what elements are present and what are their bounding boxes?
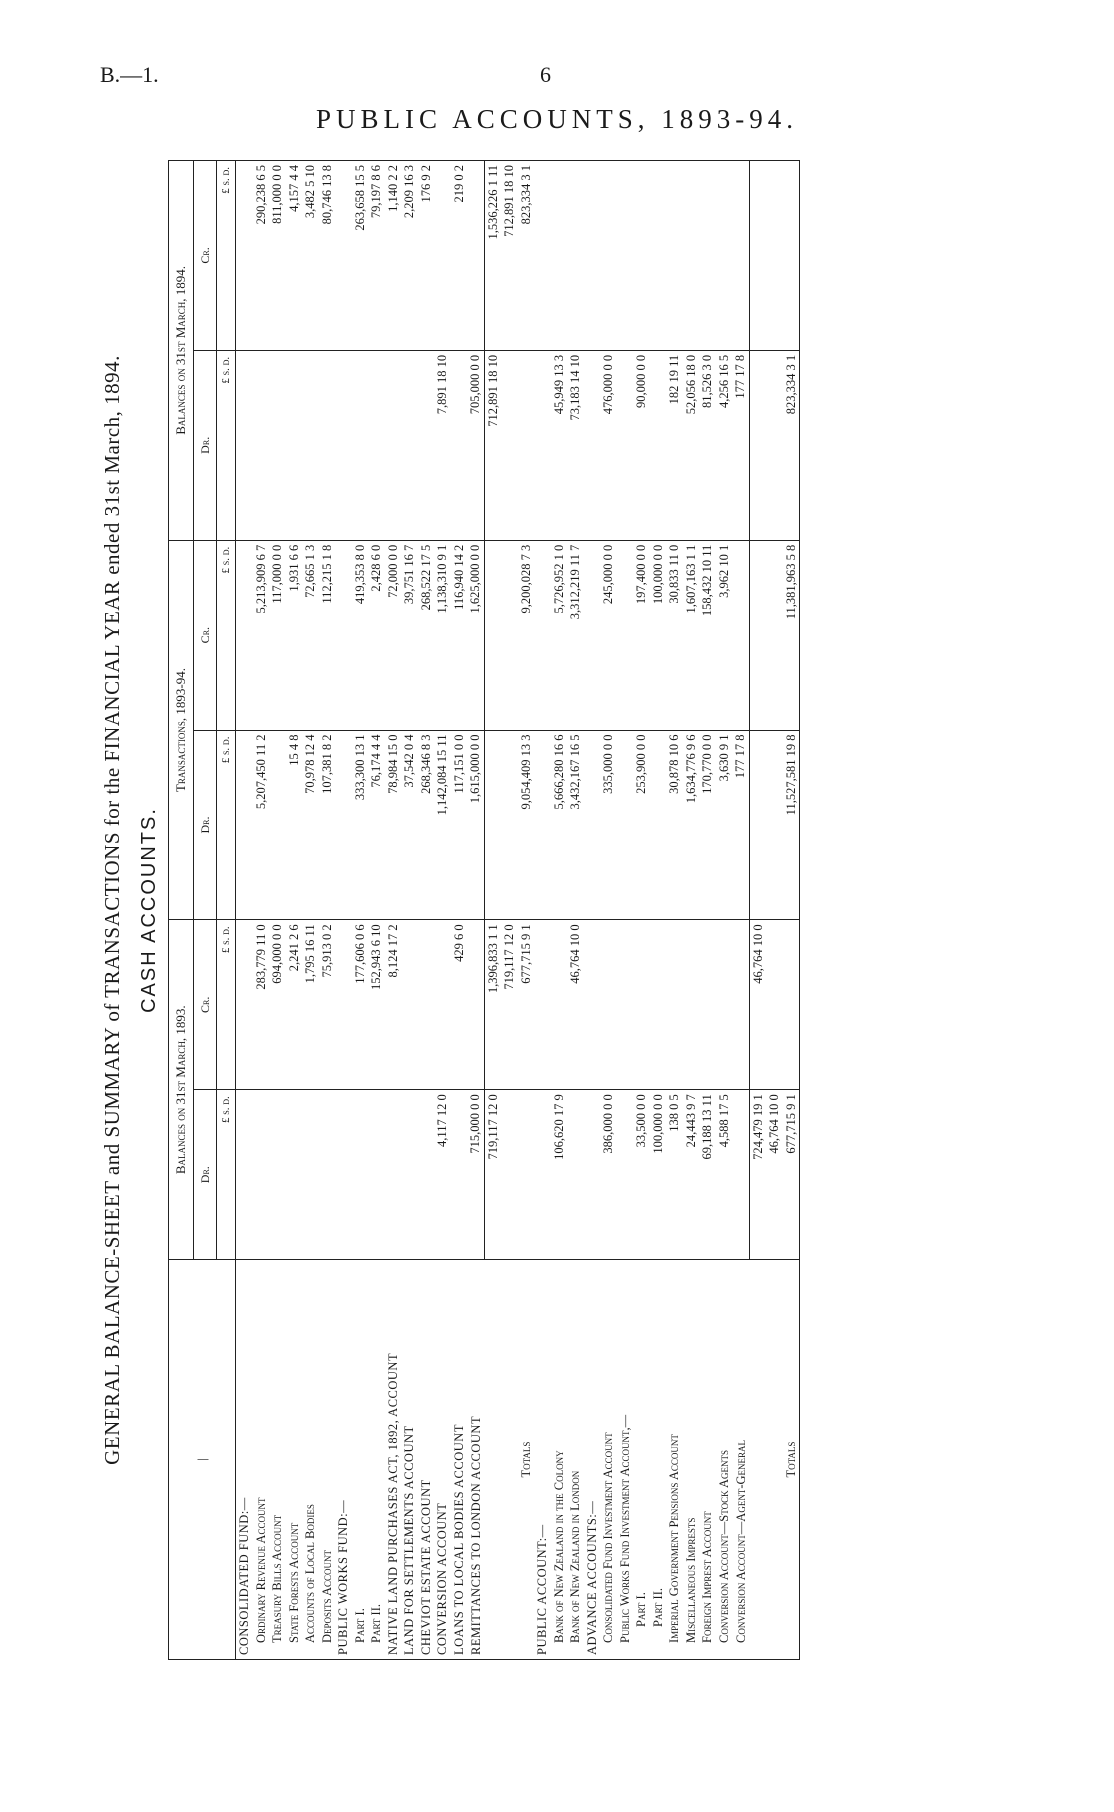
account-label: [501, 1260, 518, 1660]
amount-b93cr: 2,241 2 6: [286, 920, 303, 1090]
amount-b93dr: [584, 1090, 601, 1260]
account-label: Imperial Government Pensions Account: [666, 1260, 683, 1660]
amount-b93dr: 386,000 0 0: [600, 1090, 617, 1260]
amount-tdr: 335,000 0 0: [600, 730, 617, 920]
account-column-header: |: [169, 1260, 236, 1660]
amount-b93dr: 33,500 0 0: [633, 1090, 650, 1260]
amount-tcr: [732, 540, 749, 730]
amount-b93cr: [666, 920, 683, 1090]
amount-tcr: 72,000 0 0: [385, 540, 402, 730]
amount-b93dr: [253, 1090, 270, 1260]
amount-b94cr: [716, 161, 733, 351]
account-label: Part I.: [352, 1260, 369, 1660]
amount-tcr: 3,962 10 1: [716, 540, 733, 730]
amount-b93dr: [534, 1090, 551, 1260]
table-row: [683, 161, 700, 1660]
balance-sheet-title: GENERAL BALANCE-SHEET and SUMMARY of TRANSACTIONS for the FINANCIAL YEAR ended 31st March, 1894.: [100, 355, 124, 1465]
amount-tcr: [766, 540, 783, 730]
amount-tdr: 37,542 0 4: [401, 730, 418, 920]
amount-b94dr: 45,949 13 3: [551, 350, 568, 540]
amount-tcr: 30,833 11 0: [666, 540, 683, 730]
amount-tdr: [534, 730, 551, 920]
amount-b93dr: 24,443 9 7: [683, 1090, 700, 1260]
amount-b93cr: 719,117 12 0: [501, 920, 518, 1090]
amount-tdr: [617, 730, 634, 920]
account-label: Foreign Imprest Account: [699, 1260, 716, 1660]
amount-tcr: [617, 540, 634, 730]
amount-b94dr: [236, 350, 253, 540]
account-label: PUBLIC ACCOUNT:—: [534, 1260, 551, 1660]
amount-tdr: 5,207,450 11 2: [253, 730, 270, 920]
header-balances-1893: Balances on 31st March, 1893.: [169, 920, 194, 1260]
amount-b93cr: 46,764 10 0: [749, 920, 766, 1090]
amount-tcr: 158,432 10 11: [699, 540, 716, 730]
amount-b93cr: [617, 920, 634, 1090]
amount-b94dr: [451, 350, 468, 540]
amount-tdr: 170,770 0 0: [699, 730, 716, 920]
amount-b93dr: [352, 1090, 369, 1260]
account-label: REMITTANCES TO LONDON ACCOUNT: [467, 1260, 484, 1660]
table-row: [551, 161, 568, 1660]
lsd-header: £ s. d.: [217, 350, 236, 540]
table-row: [385, 161, 402, 1660]
amount-tdr: [749, 730, 766, 920]
account-label: Totals: [783, 1260, 800, 1660]
amount-tcr: 1,138,310 9 1: [434, 540, 451, 730]
amount-b94dr: 823,334 3 1: [783, 350, 800, 540]
account-label: PUBLIC WORKS FUND:—: [335, 1260, 352, 1660]
amount-tdr: 268,346 8 3: [418, 730, 435, 920]
amount-b94dr: [418, 350, 435, 540]
amount-b94dr: 705,000 0 0: [467, 350, 484, 540]
amount-b94cr: 219 0 2: [451, 161, 468, 351]
table-row: [534, 161, 551, 1660]
table-row: [600, 161, 617, 1660]
amount-b94dr: [352, 350, 369, 540]
amount-b94dr: [286, 350, 303, 540]
amount-b93cr: [766, 920, 783, 1090]
amount-tcr: 268,522 17 5: [418, 540, 435, 730]
amount-b93cr: [551, 920, 568, 1090]
amount-tdr: [484, 730, 501, 920]
lsd-header: £ s. d.: [217, 540, 236, 730]
amount-tdr: 78,984 15 0: [385, 730, 402, 920]
amount-b94dr: [319, 350, 336, 540]
amount-b94dr: [269, 350, 286, 540]
amount-b93cr: [732, 920, 749, 1090]
table-row: [567, 161, 584, 1660]
amount-b93dr: 4,117 12 0: [434, 1090, 451, 1260]
ledger-table: [168, 160, 800, 1660]
amount-tcr: [534, 540, 551, 730]
account-label: Miscellaneous Imprests: [683, 1260, 700, 1660]
amount-tdr: 11,527,581 19 8: [783, 730, 800, 920]
amount-tcr: 1,931 6 6: [286, 540, 303, 730]
account-label: [484, 1260, 501, 1660]
table-row: [666, 161, 683, 1660]
table-row: [732, 161, 749, 1660]
amount-b94cr: [600, 161, 617, 351]
amount-b94dr: 7,891 18 10: [434, 350, 451, 540]
amount-b93cr: [683, 920, 700, 1090]
amount-b93cr: 8,124 17 2: [385, 920, 402, 1090]
account-label: CHEVIOT ESTATE ACCOUNT: [418, 1260, 435, 1660]
amount-tdr: [650, 730, 667, 920]
amount-b94cr: 290,238 6 5: [253, 161, 270, 351]
amount-b93cr: 152,943 6 10: [368, 920, 385, 1090]
amount-tcr: 5,726,952 1 0: [551, 540, 568, 730]
table-row: [434, 161, 451, 1660]
rotated-ledger: [100, 160, 1060, 1660]
amount-tdr: 1,142,084 15 11: [434, 730, 451, 920]
amount-tcr: 11,381,963 5 8: [783, 540, 800, 730]
account-label: Part II.: [368, 1260, 385, 1660]
account-label: Part II.: [650, 1260, 667, 1660]
amount-tdr: 9,054,409 13 3: [518, 730, 535, 920]
amount-b93dr: 46,764 10 0: [766, 1090, 783, 1260]
amount-b93cr: [236, 920, 253, 1090]
account-label: Part I.: [633, 1260, 650, 1660]
amount-b93cr: 694,000 0 0: [269, 920, 286, 1090]
cr-header: Cr.: [194, 920, 217, 1090]
table-row: [650, 161, 667, 1660]
amount-b93dr: [518, 1090, 535, 1260]
account-label: [766, 1260, 783, 1660]
dr-header: Dr.: [194, 730, 217, 920]
account-label: LOANS TO LOCAL BODIES ACCOUNT: [451, 1260, 468, 1660]
amount-b93dr: [567, 1090, 584, 1260]
amount-b93dr: [385, 1090, 402, 1260]
amount-b94dr: [335, 350, 352, 540]
table-row: [518, 161, 535, 1660]
amount-b93cr: [716, 920, 733, 1090]
page-number: 6: [540, 62, 551, 87]
amount-b94cr: [335, 161, 352, 351]
account-label: CONVERSION ACCOUNT: [434, 1260, 451, 1660]
account-label: CONSOLIDATED FUND:—: [236, 1260, 253, 1660]
amount-b94cr: [650, 161, 667, 351]
amount-b94cr: [236, 161, 253, 351]
amount-b94dr: [617, 350, 634, 540]
amount-b93dr: [319, 1090, 336, 1260]
amount-tcr: 1,625,000 0 0: [467, 540, 484, 730]
amount-tcr: 39,751 16 7: [401, 540, 418, 730]
amount-b93dr: 719,117 12 0: [484, 1090, 501, 1260]
amount-tdr: 3,630 9 1: [716, 730, 733, 920]
amount-b94cr: [584, 161, 601, 351]
table-row: [335, 161, 352, 1660]
amount-tdr: [236, 730, 253, 920]
amount-b93dr: [501, 1090, 518, 1260]
amount-tdr: 117,151 0 0: [451, 730, 468, 920]
amount-b93dr: [451, 1090, 468, 1260]
amount-tdr: 333,300 13 1: [352, 730, 369, 920]
amount-b94dr: [766, 350, 783, 540]
account-label: Bank of New Zealand in London: [567, 1260, 584, 1660]
amount-b94dr: [368, 350, 385, 540]
amount-b94cr: [551, 161, 568, 351]
table-row: [451, 161, 468, 1660]
amount-b94dr: 712,891 18 10: [484, 350, 501, 540]
amount-b93dr: 724,479 19 1: [749, 1090, 766, 1260]
table-row: [418, 161, 435, 1660]
amount-b93cr: [600, 920, 617, 1090]
amount-b93cr: 283,779 11 0: [253, 920, 270, 1090]
amount-b94cr: 176 9 2: [418, 161, 435, 351]
amount-b94dr: 182 19 11: [666, 350, 683, 540]
amount-b93dr: [617, 1090, 634, 1260]
account-label: Conversion Account—Agent-General: [732, 1260, 749, 1660]
account-label: ADVANCE ACCOUNTS:—: [584, 1260, 601, 1660]
amount-b94cr: 823,334 3 1: [518, 161, 535, 351]
amount-b93dr: [286, 1090, 303, 1260]
account-label: Accounts of Local Bodies: [302, 1260, 319, 1660]
table-row: [319, 161, 336, 1660]
amount-b93dr: [302, 1090, 319, 1260]
header-balances-1894: Balances on 31st March, 1894.: [169, 161, 194, 541]
amount-b94dr: 177 17 8: [732, 350, 749, 540]
cash-accounts-heading: CASH ACCOUNTS.: [138, 807, 160, 1013]
table-row: [633, 161, 650, 1660]
account-label: Public Works Fund Investment Account,—: [617, 1260, 634, 1660]
amount-b93cr: [335, 920, 352, 1090]
amount-b94cr: 4,157 4 4: [286, 161, 303, 351]
account-label: Totals: [518, 1260, 535, 1660]
amount-b93cr: [401, 920, 418, 1090]
amount-tcr: 5,213,909 6 7: [253, 540, 270, 730]
amount-b94cr: 80,746 13 8: [319, 161, 336, 351]
amount-tdr: 3,432,167 16 5: [567, 730, 584, 920]
amount-b94cr: 263,658 15 5: [352, 161, 369, 351]
amount-b93cr: [418, 920, 435, 1090]
table-row: [401, 161, 418, 1660]
amount-tcr: 2,428 6 0: [368, 540, 385, 730]
amount-b93dr: 100,000 0 0: [650, 1090, 667, 1260]
amount-b93dr: 106,620 17 9: [551, 1090, 568, 1260]
amount-tcr: 117,000 0 0: [269, 540, 286, 730]
amount-b94cr: 79,197 8 6: [368, 161, 385, 351]
amount-b94dr: 52,056 18 0: [683, 350, 700, 540]
table-row: [699, 161, 716, 1660]
table-row: [286, 161, 303, 1660]
amount-b94dr: [253, 350, 270, 540]
amount-b94cr: [732, 161, 749, 351]
amount-b93cr: 677,715 9 1: [518, 920, 535, 1090]
account-label: Consolidated Fund Investment Account: [600, 1260, 617, 1660]
amount-tdr: 1,615,000 0 0: [467, 730, 484, 920]
amount-tcr: 1,607,163 1 1: [683, 540, 700, 730]
amount-tdr: [766, 730, 783, 920]
amount-tdr: 107,381 8 2: [319, 730, 336, 920]
table-row: [501, 161, 518, 1660]
amount-b94cr: [617, 161, 634, 351]
table-row: [716, 161, 733, 1660]
amount-b93cr: 75,913 0 2: [319, 920, 336, 1090]
cr-header: Cr.: [194, 161, 217, 351]
amount-b93dr: [368, 1090, 385, 1260]
amount-b94cr: [467, 161, 484, 351]
amount-b94cr: 3,482 5 10: [302, 161, 319, 351]
amount-b93dr: [236, 1090, 253, 1260]
amount-b93dr: 677,715 9 1: [783, 1090, 800, 1260]
amount-tdr: 76,174 4 4: [368, 730, 385, 920]
amount-b94cr: 811,000 0 0: [269, 161, 286, 351]
table-row: [783, 161, 800, 1660]
amount-b94cr: [666, 161, 683, 351]
amount-b94dr: [518, 350, 535, 540]
amount-tcr: [584, 540, 601, 730]
table-row: [269, 161, 286, 1660]
header-transactions: Transactions, 1893-94.: [169, 540, 194, 920]
amount-b94dr: [534, 350, 551, 540]
amount-b94dr: [302, 350, 319, 540]
amount-tcr: 100,000 0 0: [650, 540, 667, 730]
amount-b93cr: [584, 920, 601, 1090]
amount-b93cr: 429 6 0: [451, 920, 468, 1090]
account-label: Ordinary Revenue Account: [253, 1260, 270, 1660]
dr-header: Dr.: [194, 350, 217, 540]
amount-b93cr: [534, 920, 551, 1090]
table-row: [749, 161, 766, 1660]
amount-b93cr: 46,764 10 0: [567, 920, 584, 1090]
amount-b93cr: [699, 920, 716, 1090]
amount-tcr: [501, 540, 518, 730]
account-label: Bank of New Zealand in the Colony: [551, 1260, 568, 1660]
table-row: [584, 161, 601, 1660]
amount-b94cr: [434, 161, 451, 351]
amount-b93dr: 715,000 0 0: [467, 1090, 484, 1260]
amount-b93cr: [633, 920, 650, 1090]
lsd-header: £ s. d.: [217, 730, 236, 920]
amount-b93dr: [732, 1090, 749, 1260]
amount-b93dr: [269, 1090, 286, 1260]
page-reference: B.—1.: [100, 62, 159, 87]
amount-tdr: 1,634,776 9 6: [683, 730, 700, 920]
table-row: [467, 161, 484, 1660]
amount-tdr: [501, 730, 518, 920]
amount-b94cr: 1,140 2 2: [385, 161, 402, 351]
amount-b93cr: 1,396,833 1 1: [484, 920, 501, 1090]
lsd-header: £ s. d.: [217, 1090, 236, 1260]
table-row: [253, 161, 270, 1660]
amount-tdr: 5,666,280 16 6: [551, 730, 568, 920]
amount-tdr: [269, 730, 286, 920]
amount-tcr: 72,665 1 3: [302, 540, 319, 730]
amount-b94cr: [749, 161, 766, 351]
amount-tdr: [335, 730, 352, 920]
amount-b94cr: 712,891 18 10: [501, 161, 518, 351]
amount-tcr: 9,200,028 7 3: [518, 540, 535, 730]
amount-b93dr: [401, 1090, 418, 1260]
amount-b94dr: 90,000 0 0: [633, 350, 650, 540]
amount-tdr: 15 4 8: [286, 730, 303, 920]
account-label: Treasury Bills Account: [269, 1260, 286, 1660]
amount-tcr: 116,940 14 2: [451, 540, 468, 730]
account-label: State Forests Account: [286, 1260, 303, 1660]
amount-b94dr: [584, 350, 601, 540]
amount-b93dr: 69,188 13 11: [699, 1090, 716, 1260]
amount-b94cr: [633, 161, 650, 351]
amount-b93cr: [783, 920, 800, 1090]
amount-b94dr: 73,183 14 10: [567, 350, 584, 540]
account-label: Deposits Account: [319, 1260, 336, 1660]
amount-tdr: [584, 730, 601, 920]
amount-b94cr: [534, 161, 551, 351]
amount-b94dr: 476,000 0 0: [600, 350, 617, 540]
amount-b94cr: [683, 161, 700, 351]
amount-tcr: [236, 540, 253, 730]
cr-header: Cr.: [194, 540, 217, 730]
amount-b94dr: 81,526 3 0: [699, 350, 716, 540]
amount-tcr: [335, 540, 352, 730]
account-label: [749, 1260, 766, 1660]
amount-b93cr: 177,606 0 6: [352, 920, 369, 1090]
page-title: PUBLIC ACCOUNTS, 1893-94.: [315, 104, 799, 134]
table-row: [484, 161, 501, 1660]
amount-b94cr: [783, 161, 800, 351]
lsd-header: £ s. d.: [217, 161, 236, 351]
amount-tdr: 30,878 10 6: [666, 730, 683, 920]
amount-b94cr: 2,209 16 3: [401, 161, 418, 351]
table-row: [236, 161, 253, 1660]
amount-tcr: 3,312,219 11 7: [567, 540, 584, 730]
amount-b93dr: [335, 1090, 352, 1260]
table-row: [617, 161, 634, 1660]
amount-tcr: [484, 540, 501, 730]
amount-b93dr: 138 0 5: [666, 1090, 683, 1260]
amount-b94dr: 4,256 16 5: [716, 350, 733, 540]
amount-b94cr: 1,536,226 1 11: [484, 161, 501, 351]
amount-b93cr: 1,795 16 11: [302, 920, 319, 1090]
amount-b93dr: [418, 1090, 435, 1260]
amount-tdr: 177 17 8: [732, 730, 749, 920]
amount-tcr: [749, 540, 766, 730]
amount-b94dr: [749, 350, 766, 540]
amount-b93cr: [467, 920, 484, 1090]
lsd-header: £ s. d.: [217, 920, 236, 1090]
amount-b94dr: [650, 350, 667, 540]
amount-b93dr: 4,588 17 5: [716, 1090, 733, 1260]
amount-b94cr: [766, 161, 783, 351]
account-label: Conversion Account—Stock Agents: [716, 1260, 733, 1660]
amount-tcr: 197,400 0 0: [633, 540, 650, 730]
dr-header: Dr.: [194, 1090, 217, 1260]
amount-b93cr: [650, 920, 667, 1090]
table-row: [352, 161, 369, 1660]
amount-tcr: 245,000 0 0: [600, 540, 617, 730]
amount-b94cr: [567, 161, 584, 351]
amount-tdr: 70,978 12 4: [302, 730, 319, 920]
amount-b94dr: [401, 350, 418, 540]
table-row: [766, 161, 783, 1660]
amount-b93cr: [434, 920, 451, 1090]
table-row: [302, 161, 319, 1660]
account-label: LAND FOR SETTLEMENTS ACCOUNT: [401, 1260, 418, 1660]
amount-b94cr: [699, 161, 716, 351]
amount-tcr: 419,353 8 0: [352, 540, 369, 730]
amount-b94dr: [501, 350, 518, 540]
table-row: [368, 161, 385, 1660]
amount-tcr: 112,215 1 8: [319, 540, 336, 730]
amount-tdr: 253,900 0 0: [633, 730, 650, 920]
amount-b94dr: [385, 350, 402, 540]
ledger-body: [236, 161, 800, 1660]
account-label: NATIVE LAND PURCHASES ACT, 1892, ACCOUNT: [385, 1260, 402, 1660]
